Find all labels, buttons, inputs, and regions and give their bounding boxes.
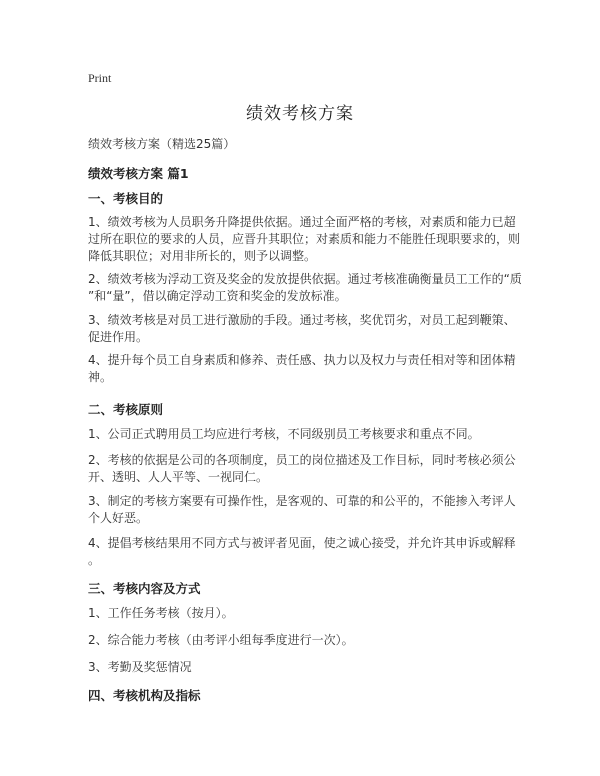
paragraph-line: 1、公司正式聘用员工均应进行考核，不同级别员工考核要求和重点不同。 — [88, 427, 480, 441]
paragraph — [88, 312, 528, 346]
paragraph-line: 2、综合能力考核（由考评小组每季度进行一次）。 — [88, 633, 354, 647]
paragraph-line: 神。 — [88, 370, 113, 384]
paragraph-line: 3、制定的考核方案要有可操作性，是客观的、可靠的和公平的，不能掺入考评人 — [88, 494, 516, 508]
document-subtitle: 绩效考核方案（精选25篇） — [88, 137, 236, 151]
paragraph — [88, 535, 528, 569]
page-title: 绩效考核方案 — [246, 104, 354, 124]
paragraph — [88, 452, 528, 486]
section-heading: 二、考核原则 — [88, 402, 164, 417]
paragraph — [88, 493, 528, 527]
paragraph — [88, 659, 528, 676]
paragraph-line: 3、考勤及奖惩情况 — [88, 660, 192, 674]
paragraph-line: 开、透明、人人平等、一视同仁。 — [88, 470, 269, 484]
section-heading: 三、考核内容及方式 — [88, 581, 201, 596]
paragraph-line: 1、绩效考核为人员职务升降提供依据。通过全面严格的考核，对素质和能力已超 — [88, 215, 516, 229]
paragraph — [88, 352, 528, 386]
paragraph-line: 2、绩效考核为浮动工资及奖金的发放提供依据。通过考核准确衡量员工工作的“质 — [88, 272, 522, 286]
paragraph-line: 4、提倡考核结果用不同方式与被评者见面，使之诚心接受，并允许其申诉或解释 — [88, 536, 516, 550]
paragraph — [88, 214, 528, 265]
paragraph-line: 1、工作任务考核（按月）。 — [88, 606, 234, 620]
paragraph — [88, 605, 528, 622]
paragraph-line: 促进作用。 — [88, 330, 149, 344]
section-heading: 四、考核机构及指标 — [88, 688, 201, 703]
paragraph-line: 过所在职位的要求的人员，应晋升其职位；对素质和能力不能胜任现职要求的，则 — [88, 232, 521, 246]
print-label: Print — [88, 71, 112, 85]
paragraph-line: 2、考核的依据是公司的各项制度，员工的岗位描述及工作目标，同时考核必须公 — [88, 453, 516, 467]
paragraph-line: 个人好恶。 — [88, 511, 149, 525]
paragraph-line: 降低其职位；对用非所长的，则予以调整。 — [88, 249, 317, 263]
paragraph-line: ”和“量”，借以确定浮动工资和奖金的发放标准。 — [88, 289, 347, 303]
article-heading: 绩效考核方案 篇1 — [88, 166, 189, 181]
paragraph-line: 。 — [88, 553, 101, 567]
paragraph — [88, 426, 528, 443]
section-heading: 一、考核目的 — [88, 191, 164, 206]
paragraph — [88, 271, 528, 305]
paragraph-line: 3、绩效考核是对员工进行激励的手段。通过考核，奖优罚劣，对员工起到鞭策、 — [88, 313, 516, 327]
paragraph — [88, 632, 528, 649]
paragraph-line: 4、提升每个员工自身素质和修养、责任感、执力以及权力与责任相对等和团体精 — [88, 353, 516, 367]
